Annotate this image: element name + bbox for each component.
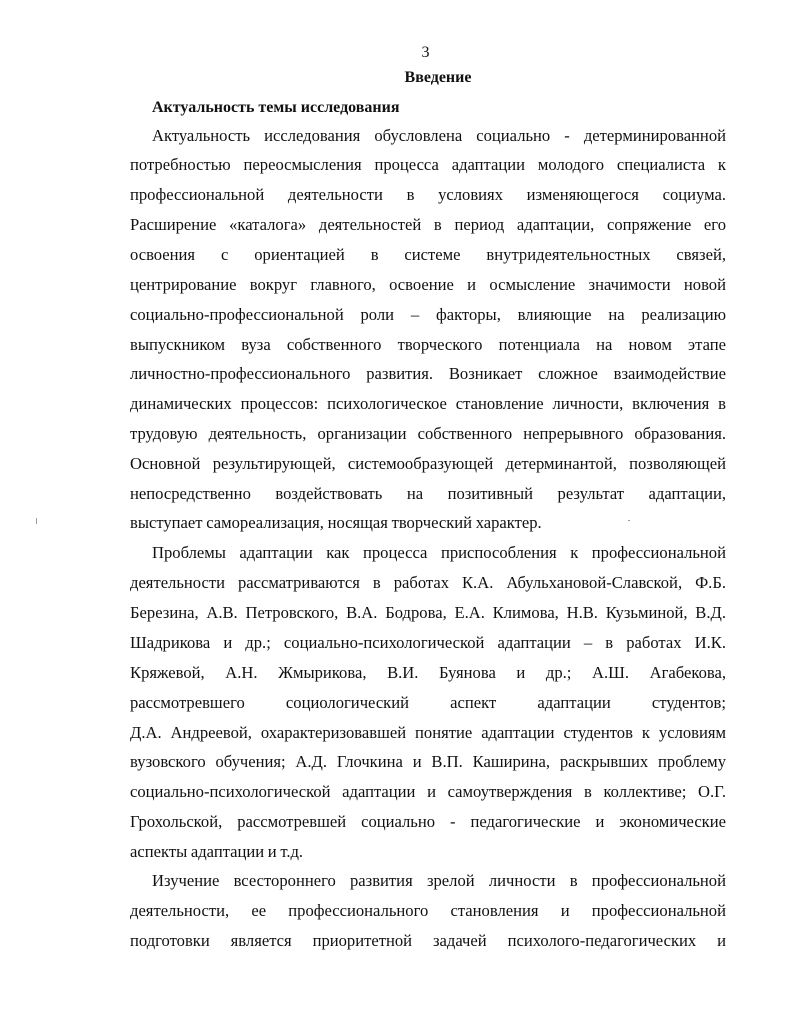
text-line: потребностью переосмысления процесса адаптации молодого специалиста к (130, 155, 726, 174)
text-line: деятельности, ее профессионального становления и профессиональной (130, 901, 726, 920)
text-line: деятельности рассматриваются в работах К.А. Абульхановой-Славской, Ф.Б. (130, 573, 726, 592)
text-line: подготовки является приоритетной задачей психолого-педагогических и (130, 931, 726, 950)
text-line: Расширение «каталога» деятельностей в период адаптации, сопряжение его (130, 215, 726, 234)
text-line: освоения с ориентацией в системе внутридеятельностных связей, (130, 245, 726, 264)
text-line: профессиональной деятельности в условиях изменяющегося социума. (130, 185, 726, 204)
text-line: центрирование вокруг главного, освоение и осмысление значимости новой (130, 275, 726, 294)
text-line: социально-профессиональной роли – факторы, влияющие на реализацию (130, 305, 726, 324)
text-line: аспекты адаптации и т.д. (130, 842, 304, 861)
text-line: выступает самореализация, носящая творческий характер. (130, 513, 542, 532)
text-line: Кряжевой, А.Н. Жмырикова, В.И. Буянова и др.; А.Ш. Агабекова, (130, 663, 726, 682)
scan-speck (36, 518, 37, 524)
scan-speck (628, 520, 630, 521)
text-line: Основной результирующей, системообразующей детерминантой, позволяющей (130, 454, 726, 473)
text-line: Березина, А.В. Петровского, В.А. Бодрова, Е.А. Климова, Н.В. Кузьминой, В.Д. (130, 603, 726, 622)
text-line: социально-психологической адаптации и самоутверждения в коллективе; О.Г. (130, 782, 726, 801)
text-line: Проблемы адаптации как процесса приспособления к профессиональной (152, 543, 726, 562)
text-line: трудовую деятельность, организации собственного непрерывного образования. (130, 424, 726, 443)
text-line: личностно-профессионального развития. Возникает сложное взаимодействие (130, 364, 726, 383)
text-line: динамических процессов: психологическое становление личности, включения в (130, 394, 726, 413)
text-line: Грохольской, рассмотревшей социально - педагогические и экономические (130, 812, 726, 831)
text-line: Актуальность исследования обусловлена социально - детерминированной (152, 126, 726, 145)
text-line: непосредственно воздействовать на позитивный результат адаптации, (130, 484, 726, 503)
text-line: Шадрикова и др.; социально-психологической адаптации – в работах И.К. (130, 633, 726, 652)
subsection-title: Актуальность темы исследования (152, 99, 400, 116)
text-line: рассмотревшего социологический аспект адаптации студентов; (130, 693, 726, 712)
section-title: Введение (404, 69, 472, 86)
text-line: выпускником вуза собственного творческого потенциала на новом этапе (130, 335, 726, 354)
text-line: Изучение всестороннего развития зрелой личности в профессиональной (152, 871, 726, 890)
text-line: Д.А. Андреевой, охарактеризовавшей понятие адаптации студентов к условиям (130, 723, 726, 742)
page-number: 3 (421, 44, 430, 61)
text-line: вузовского обучения; А.Д. Глочкина и В.П. Каширина, раскрывших проблему (130, 752, 726, 771)
